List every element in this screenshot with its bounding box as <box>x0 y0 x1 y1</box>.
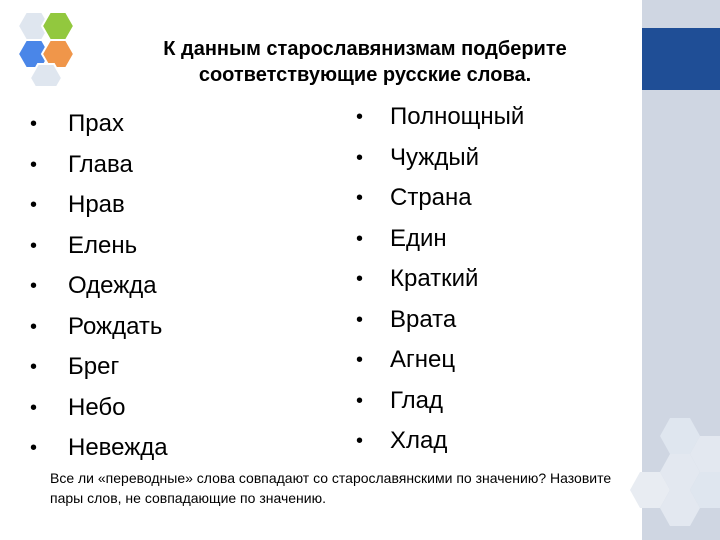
list-item: • Полнощный <box>356 103 525 130</box>
list-item: • Чуждый <box>356 143 479 171</box>
hexagon-logo-icon <box>6 6 90 86</box>
list-item: • Нрав <box>30 191 125 218</box>
list-item: • Краткий <box>356 265 479 292</box>
list-item: • Брег <box>30 353 120 380</box>
title-line-1: К данным старославянизмам подберите <box>163 38 567 60</box>
russian-words-list <box>356 97 524 462</box>
title-line-2: соответствующие русские слова. <box>198 64 532 86</box>
list-item: • Един <box>356 224 447 252</box>
slide-title <box>100 36 630 88</box>
list-item: • Агнец <box>356 346 456 373</box>
list-item: • Одежда <box>30 272 157 299</box>
list-item: • Глава <box>30 150 133 178</box>
list-item: • Невежда <box>30 434 168 461</box>
list-item: • Глад <box>356 386 444 414</box>
list-item: • Прах <box>30 110 124 137</box>
accent-band <box>642 28 720 90</box>
old-slavonic-words-list <box>30 104 168 469</box>
list-item: • Врата <box>356 305 457 333</box>
list-item: • Елень <box>30 231 138 259</box>
question-text: Все ли «переводные» слова совпадают со старославянскими по значению? Назовите пары слов, не совпадающие по значению. <box>50 470 612 506</box>
list-item: • Хлад <box>356 427 448 454</box>
list-item: • Небо <box>30 393 126 421</box>
list-item: • Рождать <box>30 312 163 340</box>
list-item: • Страна <box>356 184 472 211</box>
